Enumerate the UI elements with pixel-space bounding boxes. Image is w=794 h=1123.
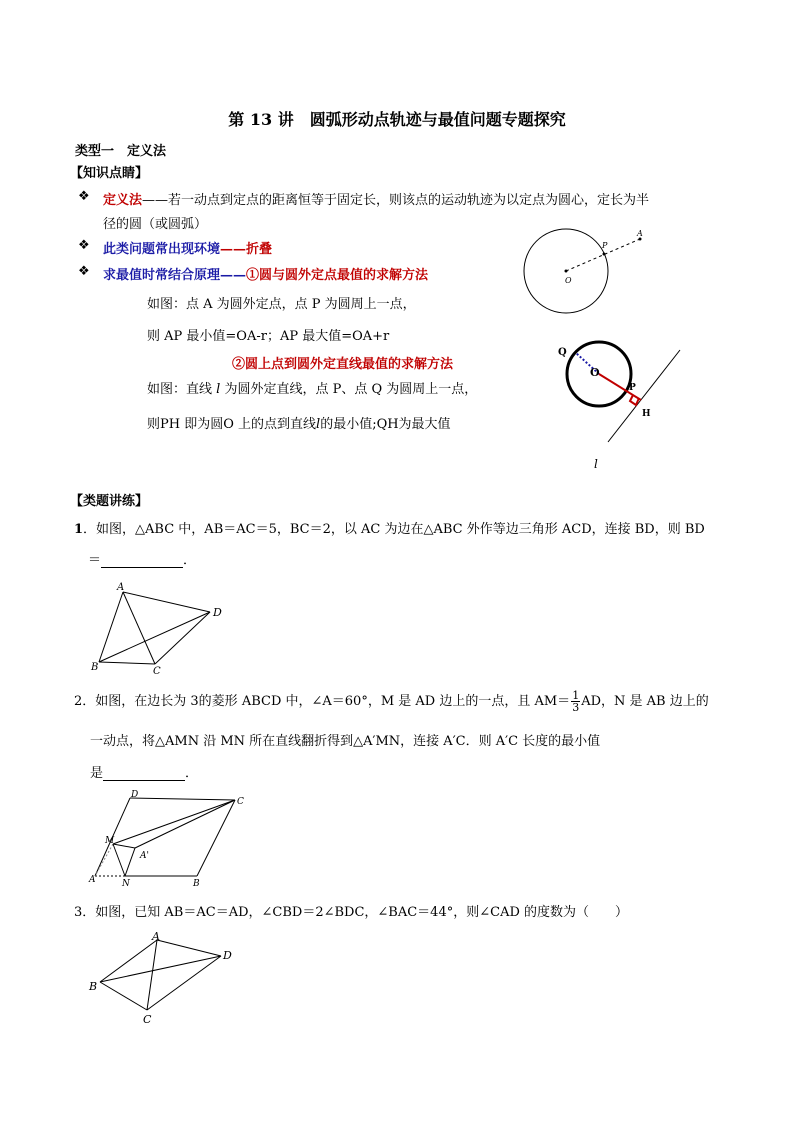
example-2-text-c: 则PH 即为圆O 上的点到直线 (147, 417, 317, 432)
label-a-prime: A' (140, 851, 149, 861)
practice-header: 【类题讲练】 (70, 494, 149, 509)
label-d: D (213, 606, 222, 619)
example-2-line-2 (147, 413, 451, 432)
bullet-1-text-cont: 径的圆（或圆弧） (103, 217, 208, 232)
label-a: A (117, 582, 125, 593)
seg-dc (130, 798, 235, 800)
line-l (608, 350, 680, 442)
figure-circle-line (550, 330, 690, 475)
problem-1-text (74, 518, 705, 537)
label-p: P (602, 241, 608, 250)
section-heading: 类型一 定义法 (75, 144, 167, 159)
bullet-icon: ❖ (78, 189, 90, 204)
bullet-icon: ❖ (78, 264, 90, 279)
label-o: O (590, 366, 600, 379)
example-2-line-1 (147, 378, 477, 397)
subtitle-2: ②圆上点到圆外定直线最值的求解方法 (232, 357, 454, 372)
seg-ac (123, 592, 155, 664)
bullet-1-keyword: 定义法 (103, 193, 143, 208)
period: ． (185, 766, 199, 781)
problem-2-line-1 (74, 690, 709, 713)
label-h: H (642, 409, 651, 419)
label-d: D (223, 949, 232, 962)
bullet-2-keyword: 此类问题常出现环境 (103, 242, 221, 257)
label-a: A (152, 930, 160, 943)
seg-ad (123, 592, 210, 612)
problem-2-text-a: ．如图，在边长为 3的菱形 ABCD 中，∠A＝60°，M 是 AD 边上的一点，且 AM＝ (82, 694, 571, 709)
problem-2-figure (85, 788, 255, 888)
seg-a1c (135, 800, 235, 848)
label-c: C (153, 666, 161, 677)
problem-1-answer-line (88, 549, 196, 568)
answer-blank[interactable] (103, 768, 185, 781)
seg-ab (99, 592, 123, 662)
knowledge-header: 【知识点睛】 (70, 166, 149, 181)
label-n: N (122, 879, 130, 888)
label-o: O (565, 276, 572, 285)
seg-mn (113, 844, 125, 876)
seg-bc (100, 982, 147, 1010)
problem-3-number: 3 (74, 905, 83, 920)
fraction-denominator: 3 (572, 701, 580, 714)
example-1-line-2: 则 AP 最小值=OA-r；AP 最大值=OA+r (147, 329, 390, 344)
point-o (565, 270, 568, 273)
problem-1-number: 1 (74, 522, 84, 537)
answer-blank[interactable] (101, 555, 183, 568)
figure-circle-point (520, 225, 650, 320)
equals-sign: ＝ (88, 553, 102, 568)
label-p: P (629, 383, 636, 393)
label-b: B (91, 662, 99, 673)
seg-cd (155, 612, 210, 664)
problem-3-statement: ．如图，已知 AB＝AC＝AD，∠CBD＝2∠BDC，∠BAC＝44°，则∠CAD 的度数为（ ） (82, 905, 629, 920)
problem-2-number: 2 (74, 694, 83, 709)
bullet-3-dash: —— (220, 268, 247, 283)
problem-1-figure (85, 578, 235, 678)
point-p (603, 253, 606, 256)
label-c: C (143, 1013, 152, 1026)
label-c: C (237, 797, 244, 807)
bullet-1 (103, 189, 649, 208)
example-2-text-d: 的最小值;QH为最大值 (320, 417, 451, 432)
label-b: B (193, 879, 200, 888)
bullet-2-text: ——折叠 (220, 242, 273, 257)
problem-3-figure (85, 928, 245, 1028)
bullet-3-keyword: 求最值时常结合原理 (103, 268, 221, 283)
label-q: Q (558, 347, 567, 358)
problem-2-line-3 (90, 762, 198, 781)
page-title: 第 13 讲 圆弧形动点轨迹与最值问题专题探究 (228, 110, 566, 129)
seg-bc (99, 662, 155, 664)
problem-2-line-2: 一动点，将△AMN 沿 MN 所在直线翻折得到△A′MN，连接 A′C．则 A′C 长度的最小值 (90, 734, 601, 749)
label-a: A (637, 229, 643, 238)
bullet-2 (103, 238, 272, 257)
example-1-line-1: 如图：点 A 为圆外定点，点 P 为圆周上一点， (147, 297, 416, 312)
problem-2-text-b: AD，N 是 AB 边上的 (581, 694, 709, 709)
shi: 是 (90, 766, 104, 781)
bullet-1-text: ——若一动点到定点的距离恒等于固定长，则该点的运动轨迹为以定点为圆心，定长为半 (142, 193, 650, 208)
label-l: l (594, 457, 598, 471)
problem-1-statement: ．如图，△ABC 中，AB＝AC＝5，BC＝2，以 AC 为边在△ABC 外作等边三角形 ACD，连接 BD，则 BD (83, 522, 705, 537)
label-d: D (131, 790, 139, 800)
example-2-text-a: 如图：直线 (147, 382, 213, 397)
bullet-3-text: ①圆与圆外定点最值的求解方法 (246, 268, 429, 283)
bullet-3 (103, 264, 428, 283)
seg-a1n (125, 848, 135, 876)
label-m: M (105, 836, 115, 846)
bullet-icon: ❖ (78, 238, 90, 253)
fraction (571, 690, 580, 713)
label-a: A (89, 875, 96, 885)
seg-ad (157, 940, 221, 956)
label-b: B (89, 980, 98, 993)
problem-3-text (74, 901, 628, 920)
seg-ac (147, 940, 157, 1010)
seg-bd (99, 612, 210, 662)
example-2-text-b: 为圆外定直线，点 P、点 Q 为圆周上一点， (224, 382, 478, 397)
line-l-label: l (216, 382, 221, 397)
line-l-label: l (316, 417, 321, 432)
period: ． (183, 553, 197, 568)
seg-ma1 (113, 844, 135, 848)
fraction-numerator: 1 (572, 689, 580, 702)
